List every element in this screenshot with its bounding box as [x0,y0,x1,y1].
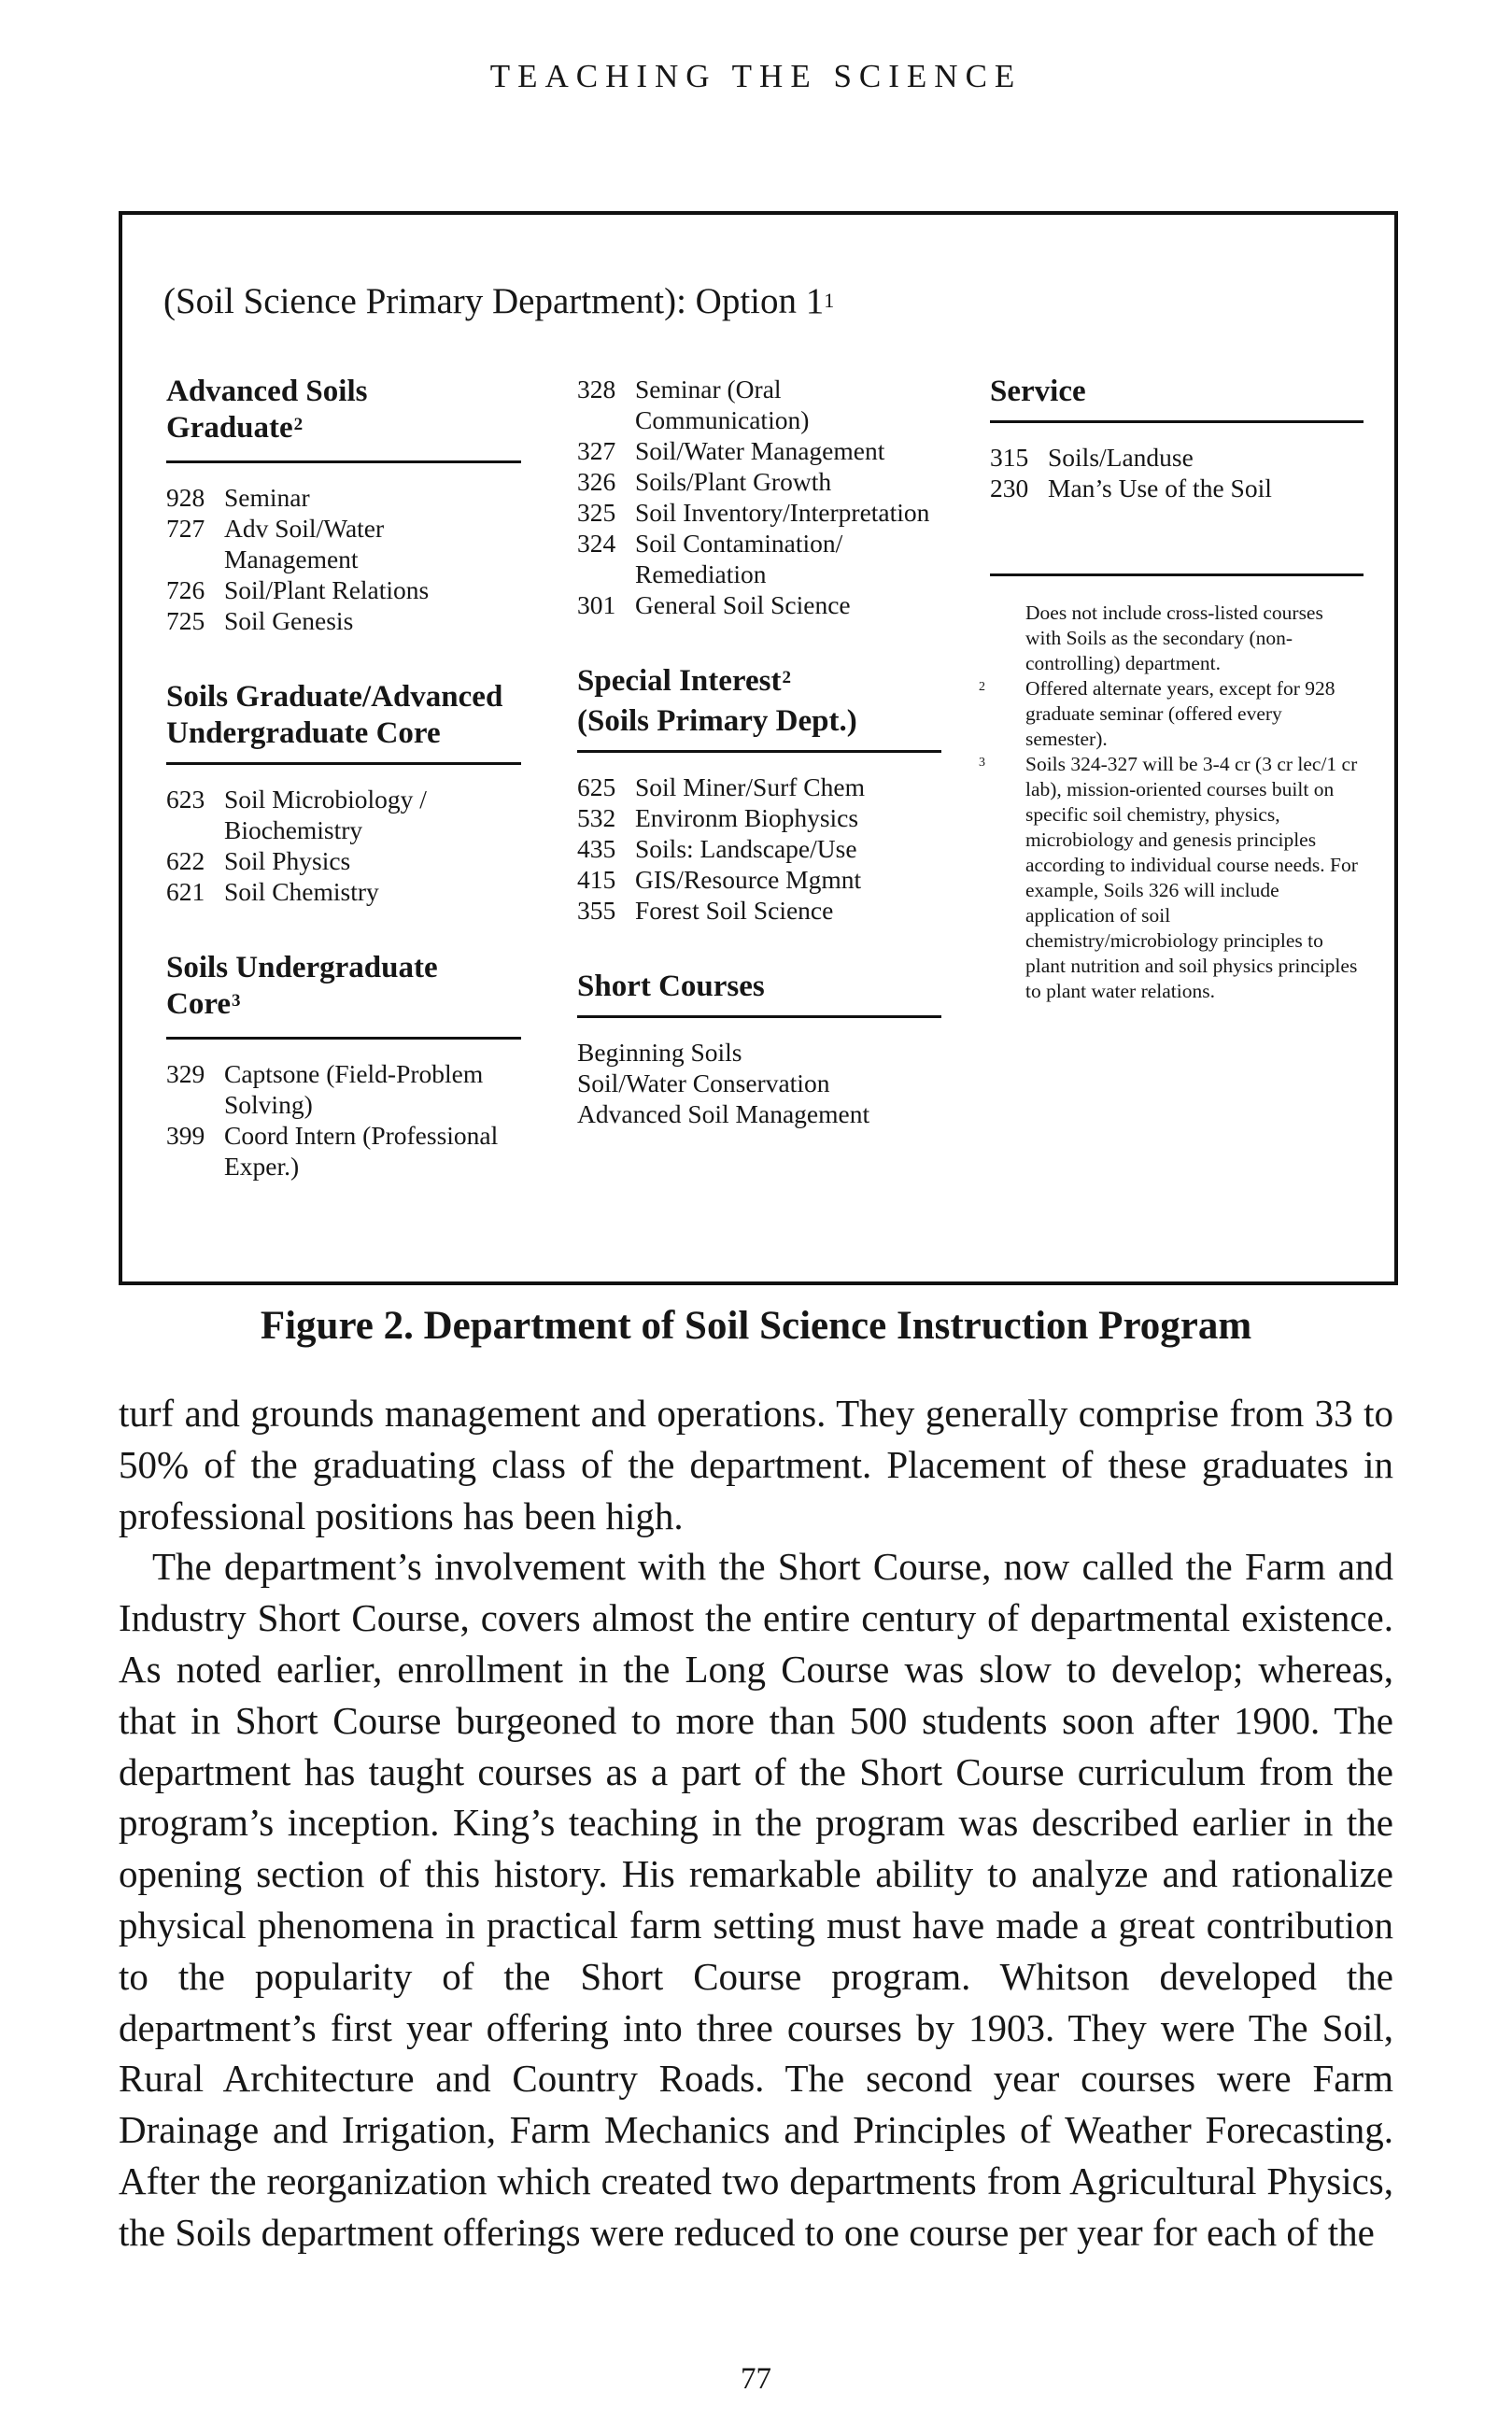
course-item: 622 Soil Physics [166,846,351,875]
course-item: 415 GIS/Resource Mgmnt [577,865,862,894]
course-item: 725 Soil Genesis [166,606,354,635]
footnote: 3 Soils 324-327 will be 3-4 cr (3 cr lec/1 cr lab), mission-oriented courses built on specific soil chemistry, physics, microbiology and genesis principles according to individual course needs. For example, Soils 326 will include application of soil chemistry/microbiology principles to plant nutrition and soil physics principles to plant water relations. [979,753,1358,1002]
column-right [979,374,1364,1004]
paragraph: The department’s involvement with the Short Course, now called the Farm and Industry Short Course, covers almost the entire century of departmental existence. As noted earlier, enrollment in the Long Course was slow to develop; whereas, that in Short Course burgeoned to more than 500 students soon after 1900. The department has taught courses as a part of the Short Course curriculum from the program’s inception. King’s teaching in the program was described earlier in the opening section of this history. His remarkable ability to analyze and rationalize physical phenomena in practical farm setting must have made a great contribution to the popularity of the Short Course program. Whitson developed the department’s first year offering into three courses by 1903. They were The Soil, Rural Architecture and Country Roads. The second year courses were Farm Drainage and Irrigation, Farm Mechanics and Principles of Weather Forecasting. After the reorganization which created two departments from Agricultural Physics, the Soils department offerings were reduced to one course per year for each of the [119,1545,1393,2254]
section-rule [166,1037,521,1040]
footnote: 2 Offered alternate years, except for 928 graduate seminar (offered every semester). [979,677,1335,750]
section-heading-service: Service [990,375,1086,408]
course-item: 355 Forest Soil Science [577,896,834,925]
course-item: 435 Soils: Landscape/Use [577,834,857,863]
short-course-item: Beginning Soils [577,1038,742,1067]
section-heading-advanced-soils-graduate: Advanced Soils Graduate$^2$ [166,375,368,445]
course-item: 399 Coord Intern (Professional Exper.) [166,1121,499,1181]
course-item: 301 General Soil Science [577,590,851,619]
course-item: 625 Soil Miner/Surf Chem [577,772,865,801]
course-item: 230 Man’s Use of the Soil [990,474,1272,503]
course-item: 327 Soil/Water Management [577,436,885,465]
course-item: 623 Soil Microbiology / Biochemistry [166,785,427,844]
course-item: 726 Soil/Plant Relations [166,575,430,604]
footnote-mark: 3 [232,991,241,1011]
course-item: 328 Seminar (Oral Communication) [577,375,810,434]
paragraph: turf and grounds management and operations. They generally comprise from 33 to 50% of the graduating class of the department. Placement of these graduates in professional positions has been high. [119,1392,1393,1537]
section-heading-special-interest: Special Interest$^2$ (Soils Primary Dept.) [577,664,857,738]
footnote-mark: 2 [782,668,791,687]
course-item: 727 Adv Soil/Water Management [166,514,385,573]
section-heading-short-courses: Short Courses [577,970,765,1003]
column-left [166,374,521,1182]
section-heading-undergraduate-core: Soils Undergraduate Core$^3$ [166,951,438,1021]
notes-rule [990,573,1364,576]
course-item: 928 Seminar [166,483,310,512]
section-rule [166,762,521,765]
footnote-mark: 2 [293,415,304,434]
section-rule [990,420,1364,423]
course-item: 315 Soils/Landuse [990,443,1194,472]
course-item: 326 Soils/Plant Growth [577,467,832,496]
section-rule [577,1015,941,1018]
running-head: TEACHING THE SCIENCE [489,58,1023,94]
figure-title-footnote-mark: 1 [824,289,835,312]
page-number: 77 [741,2362,771,2396]
course-item: 324 Soil Contamination/ Remediation [577,529,843,588]
body-text [119,1388,1393,2258]
footnote: Does not include cross-listed courses with Soils as the secondary (non-controlling) department. [1025,602,1323,674]
section-rule [166,460,521,463]
course-item: 532 Environm Biophysics [577,803,859,832]
section-rule [577,750,941,753]
course-item: 621 Soil Chemistry [166,877,379,906]
short-course-item: Advanced Soil Management [577,1099,870,1128]
figure-box [119,211,1398,1285]
course-item: 329 Captsone (Field-Problem Solving) [166,1059,484,1119]
figure-caption: Figure 2. Department of Soil Science Instruction Program [260,1304,1252,1348]
section-heading-graduate-core: Soils Graduate/Advanced Undergraduate Core [166,680,503,750]
figure-title [163,280,834,322]
figure-title-text: (Soil Science Primary Department): Option 1 [163,281,825,321]
short-course-item: Soil/Water Conservation [577,1069,830,1097]
course-item: 325 Soil Inventory/Interpretation [577,498,930,527]
column-middle [577,374,941,1129]
